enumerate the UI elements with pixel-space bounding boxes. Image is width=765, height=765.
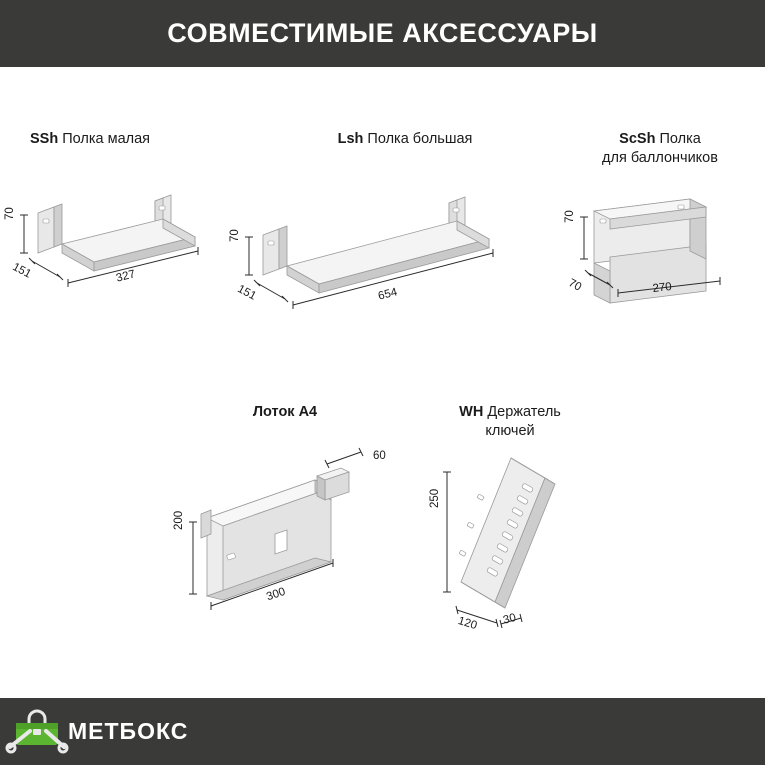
brand-logo: [8, 703, 189, 761]
footer-bar: [0, 698, 765, 765]
product-scsh-title: [570, 130, 750, 168]
scsh-shelf-svg: [570, 195, 755, 320]
tray-dim-depth: 60: [373, 450, 386, 462]
product-ssh-name: Полка малая: [62, 131, 151, 147]
lsh-dim-height: 70: [229, 229, 241, 242]
product-wh-drawing: [429, 450, 605, 635]
product-wh-title: [415, 403, 605, 441]
product-wh: [415, 403, 605, 441]
product-wh-code: WH: [459, 404, 484, 420]
ssh-dim-height: 70: [4, 207, 16, 220]
ssh-shelf-svg: [10, 195, 240, 320]
wh-dim-thickness: 30: [502, 611, 518, 627]
product-lsh: [255, 130, 555, 149]
product-ssh-drawing: [4, 195, 240, 320]
wh-holder-svg: [435, 450, 605, 635]
ssh-dim-width: 327: [115, 268, 137, 285]
wh-dim-height: 250: [429, 488, 441, 508]
wh-dim-width: 120: [456, 615, 479, 633]
page-title: СОВМЕСТИМЫЕ АКСЕССУАРЫ: [167, 18, 598, 48]
product-tray-drawing: [175, 450, 405, 620]
product-tray: [175, 403, 395, 422]
brand-name: МЕТБОКС: [68, 718, 189, 744]
product-ssh-title: [30, 130, 260, 149]
toolbox-wrench-icon: [8, 709, 66, 755]
scsh-dim-depth: 70: [566, 277, 584, 294]
product-ssh-code: SSh: [30, 131, 59, 147]
product-scsh: [570, 130, 750, 168]
tray-svg: [175, 450, 405, 620]
tray-dim-height: 200: [173, 510, 185, 530]
product-scsh-name-line1: Полка: [659, 131, 701, 147]
toolbox-icon: [8, 709, 66, 755]
product-lsh-title: [255, 130, 555, 149]
product-wh-name-line2: ключей: [485, 423, 535, 439]
scsh-dim-width: 270: [652, 280, 673, 295]
product-scsh-drawing: [564, 195, 755, 320]
product-tray-code: Лоток А4: [252, 404, 318, 420]
product-lsh-drawing: [229, 195, 525, 320]
tray-dim-width: 300: [265, 585, 288, 604]
lsh-dim-depth: 151: [235, 283, 258, 303]
product-scsh-code: ScSh: [619, 131, 656, 147]
product-ssh: [30, 130, 260, 149]
product-lsh-name: Полка большая: [367, 131, 473, 147]
product-wh-name-line1: Держатель: [487, 404, 561, 420]
product-lsh-code: Lsh: [337, 131, 364, 147]
header-bar: [0, 0, 765, 67]
lsh-dim-width: 654: [377, 286, 399, 303]
product-tray-title: [175, 403, 395, 422]
scsh-dim-height: 70: [564, 210, 576, 223]
product-scsh-name-line2: для баллончиков: [602, 150, 718, 166]
ssh-dim-depth: 151: [10, 261, 33, 281]
